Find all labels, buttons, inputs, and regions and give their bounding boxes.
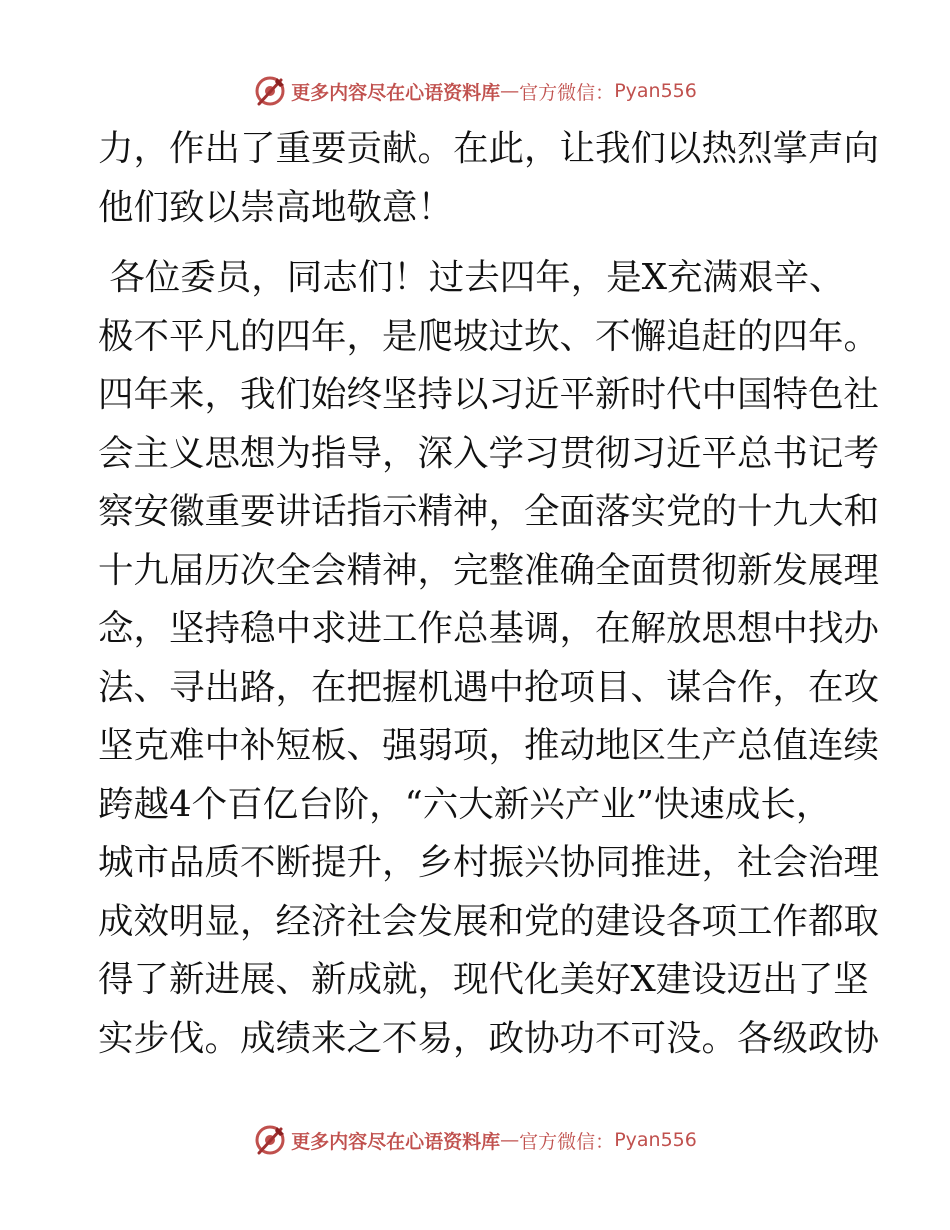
text-line: 会主义思想为指导，深入学习贯彻习近平总书记考	[98, 432, 880, 474]
paragraph-2	[98, 249, 880, 1068]
text-line: 四年来，我们始终坚持以习近平新时代中国特色社	[98, 374, 880, 415]
text-line: 各位委员，同志们！过去四年，是X充满艰辛、	[98, 257, 845, 298]
paragraph-gap	[98, 237, 858, 249]
watermark-main-text: 更多内容尽在心语资料库	[291, 1130, 501, 1153]
watermark-separator: —	[500, 1129, 520, 1151]
text-line: 城市品质不断提升，乡村振兴协同推进，社会治理	[98, 842, 880, 883]
red-pen-seal-icon	[253, 1123, 287, 1157]
text-line: 得了新进展、新成就，现代化美好X建设迈出了坚	[98, 959, 869, 1000]
text-line: 极不平凡的四年，是爬坡过坎、不懈追赶的四年。	[98, 315, 880, 357]
text-line: 察安徽重要讲话指示精神，全面落实党的十九大和	[98, 491, 880, 532]
watermark-wechat-id: Pyan556	[614, 80, 697, 102]
text-line: 跨越4个百亿台阶，“六大新兴产业”快速成长，	[98, 783, 832, 825]
watermark-wechat-id: Pyan556	[614, 1129, 697, 1151]
header-watermark	[0, 71, 950, 111]
text-line: 他们致以崇高地敬意！	[98, 186, 454, 228]
text-line: 实步伐。成绩来之不易，政协功不可没。各级政协	[98, 1017, 880, 1059]
paragraph-1	[98, 120, 880, 237]
text-line: 十九届历次全会精神，完整准确全面贯彻新发展理	[98, 549, 880, 591]
watermark-official-label: 官方微信：	[519, 81, 615, 104]
watermark-main-text: 更多内容尽在心语资料库	[291, 81, 501, 104]
document-body	[98, 120, 880, 1068]
text-line: 法、寻出路，在把握机遇中抢项目、谋合作，在攻	[98, 666, 880, 708]
text-line: 力，作出了重要贡献。在此，让我们以热烈掌声向	[98, 128, 880, 169]
watermark-official-label: 官方微信：	[519, 1130, 615, 1153]
text-line: 坚克难中补短板、强弱项，推动地区生产总值连续	[98, 725, 880, 766]
text-line: 念，坚持稳中求进工作总基调，在解放思想中找办	[98, 608, 880, 649]
watermark-separator: —	[500, 80, 520, 102]
footer-watermark	[0, 1120, 950, 1160]
text-line: 成效明显，经济社会发展和党的建设各项工作都取	[98, 900, 880, 942]
red-pen-seal-icon	[253, 74, 287, 108]
